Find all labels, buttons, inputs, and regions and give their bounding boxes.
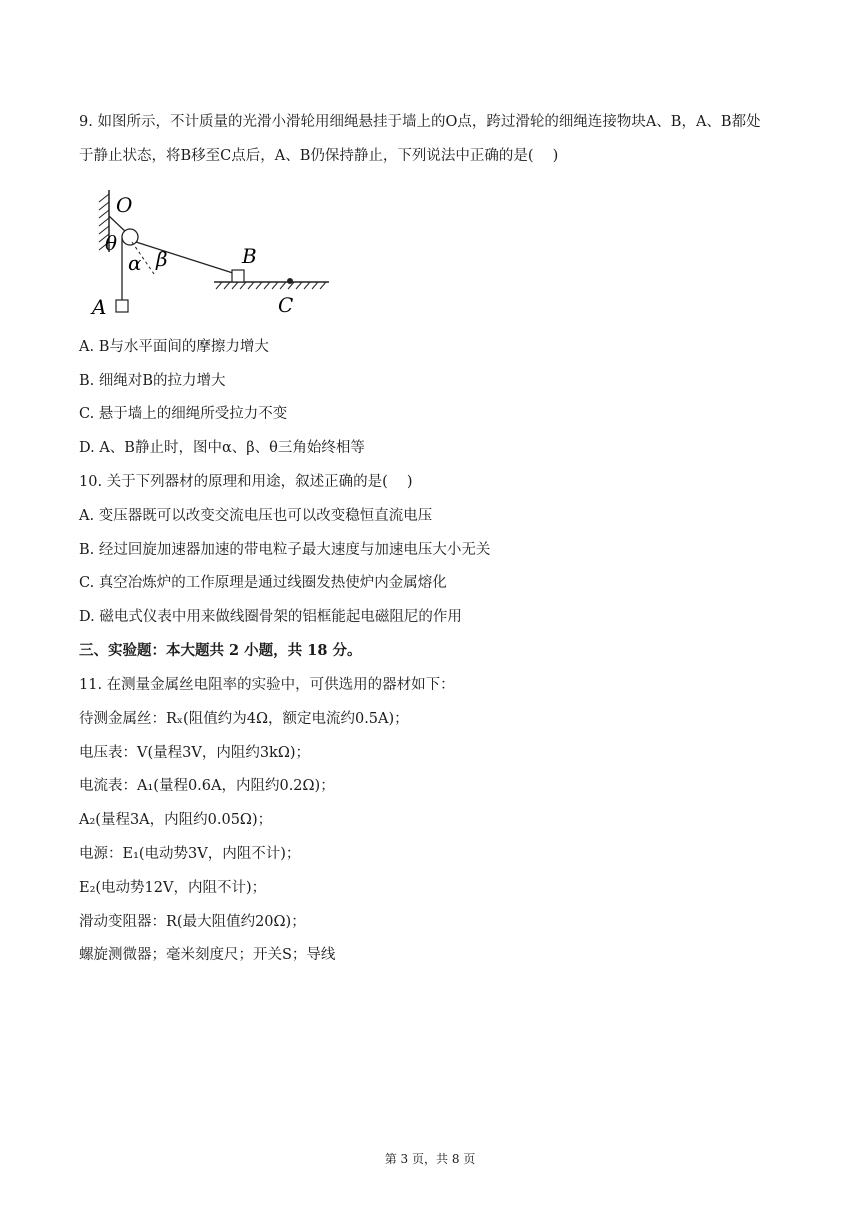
label-alpha: α (128, 251, 142, 275)
q11-item: 电压表：V(量程3V，内阻约3kΩ)； (79, 745, 311, 761)
label-a: A (92, 295, 107, 319)
q11-item: 电流表：A₁(量程0.6A，内阻约0.2Ω)； (79, 778, 335, 794)
q11-item: 螺旋测微器；毫米刻度尺；开关S；导线 (79, 947, 336, 963)
q10-option-a: A. 变压器既可以改变交流电压也可以改变稳恒直流电压 (79, 508, 433, 524)
label-o: O (116, 193, 133, 217)
q11-item: 待测金属丝：Rₓ(阻值约为4Ω，额定电流约0.5A)； (79, 711, 409, 727)
q11-item: A₂(量程3A，内阻约0.05Ω)； (79, 812, 273, 828)
q10-option-c: C. 真空冶炼炉的工作原理是通过线圈发热使炉内金属熔化 (79, 575, 447, 591)
q11-item: E₂(电动势12V，内阻不计)； (79, 880, 267, 896)
label-b: B (242, 244, 257, 268)
q10-stem: 10. 关于下列器材的原理和用途，叙述正确的是( ) (79, 474, 413, 490)
ground-hatch (216, 282, 326, 289)
q9-option-d: D. A、B静止时，图中α、β、θ三角始终相等 (79, 440, 365, 456)
rope-to-b (136, 242, 236, 274)
block-b (232, 270, 244, 282)
block-a (116, 300, 128, 312)
q9-option-b: B. 细绳对B的拉力增大 (79, 373, 226, 389)
q11-stem: 11. 在测量金属丝电阻率的实验中，可供选用的器材如下： (79, 677, 455, 693)
q11-item: 电源：E₁(电动势3V，内阻不计)； (79, 846, 301, 862)
label-c: C (278, 293, 294, 317)
q9-stem-line1: 9. 如图所示，不计质量的光滑小滑轮用细绳悬挂于墙上的O点，跨过滑轮的细绳连接物块A、B，A、B都处 (79, 114, 761, 130)
point-c (287, 278, 293, 284)
q10-option-d: D. 磁电式仪表中用来做线圈骨架的铝框能起电磁阻尼的作用 (79, 609, 462, 625)
page-footer: 第 3 页，共 8 页 (384, 1152, 476, 1166)
q11-item: 滑动变阻器：R(最大阻值约20Ω)； (79, 914, 306, 930)
label-beta: β (156, 247, 168, 271)
q9-option-c: C. 悬于墙上的细绳所受拉力不变 (79, 406, 288, 422)
section-3-heading: 三、实验题：本大题共 2 小题，共 18 分。 (79, 642, 362, 659)
q9-stem-line2: 于静止状态，将B移至C点后，A、B仍保持静止，下列说法中正确的是( ) (79, 148, 559, 164)
pulley (122, 229, 138, 245)
q9-option-a: A. B与水平面间的摩擦力增大 (79, 339, 269, 355)
q10-option-b: B. 经过回旋加速器加速的带电粒子最大速度与加速电压大小无关 (79, 542, 491, 558)
label-theta: θ (105, 231, 118, 255)
pulley-diagram (84, 190, 334, 325)
